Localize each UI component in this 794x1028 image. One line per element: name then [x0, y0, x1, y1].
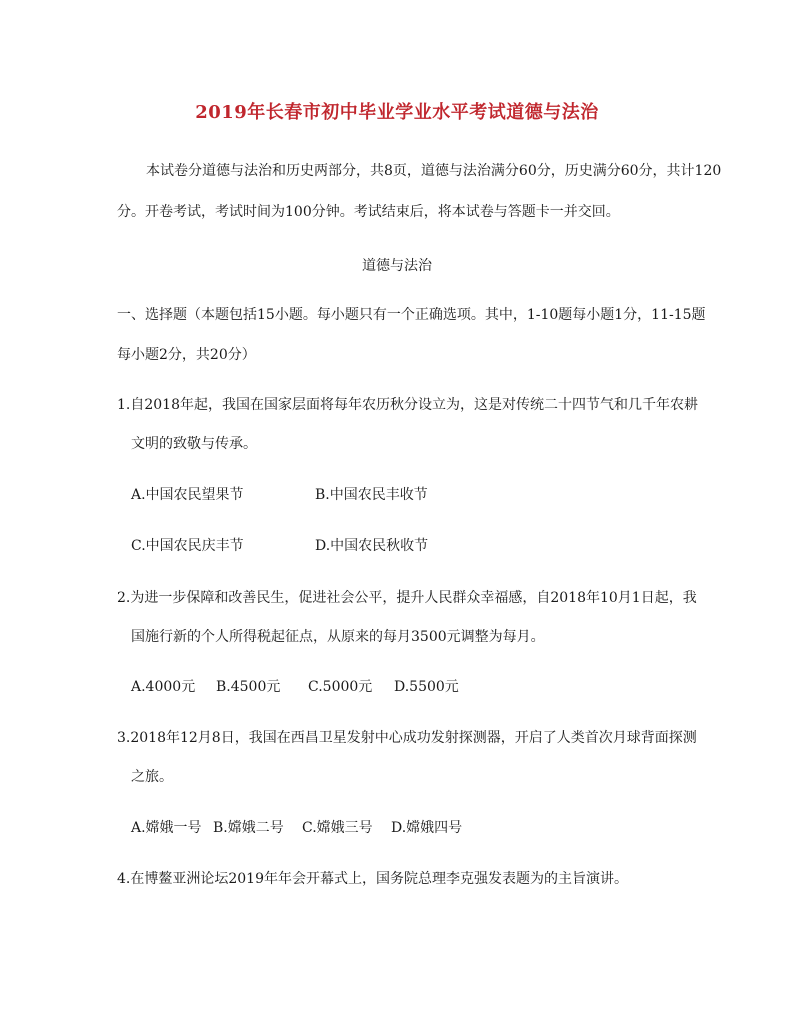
question-3-line-1: 3.2018年12月8日，我国在西昌卫星发射中心成功发射探测器，开启了人类首次月球背面探测 — [117, 730, 697, 746]
document-title: 2019年长春市初中毕业学业水平考试道德与法治 — [195, 102, 599, 123]
question-3-option-c: C.嫦娥三号 — [302, 820, 373, 836]
question-1-line-1: 1.自2018年起，我国在国家层面将每年农历秋分设立为，这是对传统二十四节气和几千年农耕 — [117, 397, 698, 413]
question-2-line-2: 国施行新的个人所得税起征点，从原来的每月3500元调整为每月。 — [131, 629, 545, 645]
question-3-option-a: A.嫦娥一号 — [131, 820, 202, 836]
question-1-option-a: A.中国农民望果节 — [131, 487, 244, 503]
question-1-option-d: D.中国农民秋收节 — [315, 538, 429, 554]
section-heading: 道德与法治 — [362, 258, 432, 274]
question-1-option-c: C.中国农民庆丰节 — [131, 538, 244, 554]
intro-text-line-2: 分。开卷考试，考试时间为100分钟。考试结束后，将本试卷与答题卡一并交回。 — [117, 204, 620, 220]
question-3-option-d: D.嫦娥四号 — [391, 820, 463, 836]
question-3-option-b: B.嫦娥二号 — [213, 820, 284, 836]
question-1-option-b: B.中国农民丰收节 — [315, 487, 428, 503]
question-1-line-2: 文明的致敬与传承。 — [131, 436, 257, 452]
question-2-option-d: D.5500元 — [394, 679, 459, 695]
part-instructions-line-1: 一、选择题（本题包括15小题。每小题只有一个正确选项。其中，1-10题每小题1分，11-15题 — [117, 307, 706, 323]
question-2-line-1: 2.为进一步保障和改善民生，促进社会公平，提升人民群众幸福感，自2018年10月1日起，我 — [117, 590, 697, 606]
question-4-line-1: 4.在博鳌亚洲论坛2019年年会开幕式上，国务院总理李克强发表题为的主旨演讲。 — [117, 871, 628, 887]
question-2-option-b: B.4500元 — [216, 679, 281, 695]
question-2-option-c: C.5000元 — [308, 679, 373, 695]
intro-text-line-1: 本试卷分道德与法治和历史两部分，共8页，道德与法治满分60分，历史满分60分，共计120 — [146, 163, 722, 179]
question-3-line-2: 之旅。 — [131, 769, 173, 785]
part-instructions-line-2: 每小题2分，共20分） — [117, 347, 256, 363]
question-2-option-a: A.4000元 — [131, 679, 196, 695]
